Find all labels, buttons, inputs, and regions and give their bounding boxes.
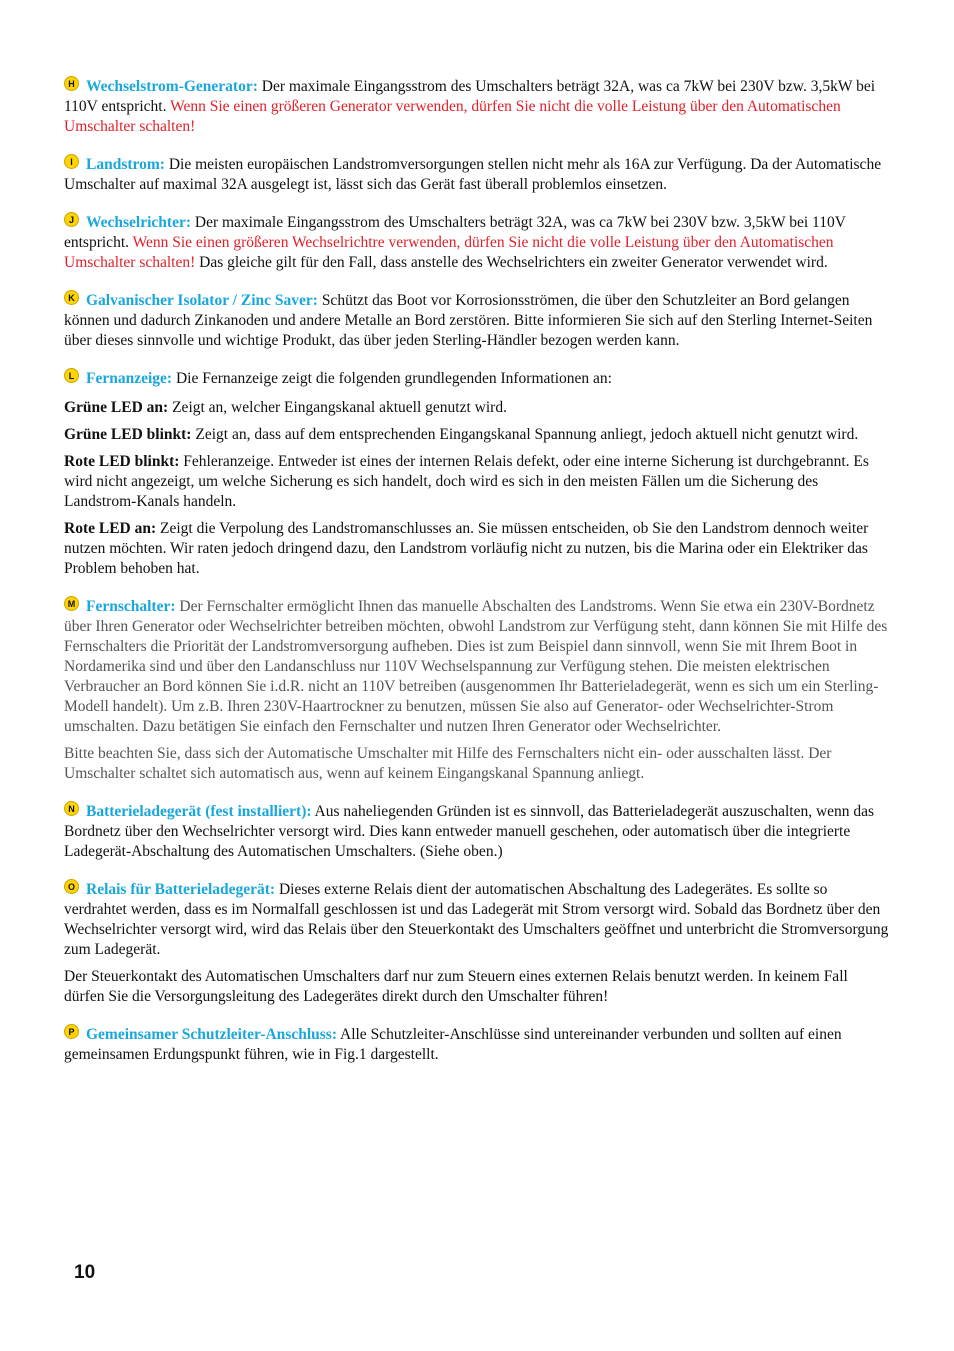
section-k — [64, 290, 890, 351]
heading-wechselrichter: Wechselrichter: — [86, 214, 192, 231]
note-relais: Der Steuerkontakt des Automatischen Umschalters darf nur zum Steuern eines externen Relais benutzt werden. In keinem Fall dürfen Sie die Versorgungsleitung des Ladegerätes direkt durch den Umschalter führen! — [64, 968, 848, 1005]
led-item — [64, 398, 890, 418]
section-j — [64, 212, 890, 273]
led-item-text: Fehleranzeige. Entweder ist eines der internen Relais defekt, oder eine interne Sicherung ist durchgebrannt. Es wird nicht angezeigt, um welche Sicherung es sich handelt, doch wird es sich in den meisten Fällen um die Sicherung des Landstrom-Kanals handeln. — [64, 453, 869, 510]
text-relais: Dieses externe Relais dient der automatischen Abschaltung des Ladegerätes. Es sollte so verdrahtet werden, dass es im Normalfall geschlossen ist und das Ladegerät mit Strom versorgt wird. Sobald das Bordnetz über den Wechselrichter versorgt wird, wird das Relais über den Steuerkontakt des Umschalters geöffnet und unterbricht die Stromversorgung zum Ladegerät. — [64, 881, 889, 958]
heading-fernanzeige: Fernanzeige: — [86, 370, 173, 387]
section-m — [64, 596, 890, 737]
text-schutzleiter: Alle Schutzleiter-Anschlüsse sind untereinander verbunden und sollten auf einen gemeinsamen Erdungspunkt führen, wie in Fig.1 dargestellt. — [64, 1026, 842, 1063]
text-generator: Der maximale Eingangsstrom des Umschalters beträgt 32A, was ca 7kW bei 230V bzw. 3,5kW bei 110V entspricht. — [64, 78, 876, 115]
heading-schutzleiter: Gemeinsamer Schutzleiter-Anschluss: — [86, 1026, 337, 1043]
text-wechselrichter-2: Das gleiche gilt für den Fall, dass anstelle des Wechselrichters ein zweiter Generator verwendet wird. — [195, 254, 828, 271]
led-item-label: Rote LED an: — [64, 520, 157, 537]
text-batterieladegeraet: Aus naheliegenden Gründen ist es sinnvoll, das Batterieladegerät auszuschalten, wenn das Bordnetz über den Wechselrichter versorgt wird. Dies kann entweder manuell geschehen, oder automatisch über die integrierte Ladegerät-Abschaltung des Automatischen Umschalters. (Siehe oben.) — [64, 803, 875, 860]
badge-n: N — [64, 801, 79, 816]
heading-batterieladegeraet: Batterieladegerät (fest installiert): — [86, 803, 312, 820]
text-isolator: Schützt das Boot vor Korrosionsströmen, die über den Schutzleiter an Bord gelangen können und dadurch Zinkanoden und andere Metalle an Bord zerstören. Bitte informieren Sie sich auf den Sterling Internet-Seiten über dieses sinnvolle und wichtige Produkt, das über jeden Sterling-Händler bezogen werden kann. — [64, 292, 873, 349]
led-item-text: Zeigt die Verpolung des Landstromanschlusses an. Sie müssen entscheiden, ob Sie den Landstrom dennoch weiter nutzen möchten. Wir raten jedoch dringend dazu, den Landstrom vorläufig nicht zu nutzen, bis die Marina oder ein Elektriker das Problem behoben hat. — [64, 520, 869, 577]
warning-wechselrichter: Wenn Sie einen größeren Wechselrichtre verwenden, dürfen Sie nicht die volle Leistung über den Automatischen Umschalter schalten! — [64, 234, 834, 271]
badge-j: J — [64, 212, 79, 227]
section-h — [64, 76, 890, 137]
note-fernschalter: Bitte beachten Sie, dass sich der Automatische Umschalter mit Hilfe des Fernschalters nicht ein- oder ausschalten lässt. Der Umschalter schaltet sich automatisch aus, wenn auf keinem Eingangskanal Spannung anliegt. — [64, 745, 832, 782]
badge-k: K — [64, 290, 79, 305]
text-fernanzeige: Die Fernanzeige zeigt die folgenden grundlegenden Informationen an: — [172, 370, 612, 387]
led-item-text: Zeigt an, dass auf dem entsprechenden Eingangskanal Spannung anliegt, jedoch aktuell nicht genutzt wird. — [191, 426, 859, 443]
badge-h: H — [64, 76, 79, 91]
badge-l: L — [64, 368, 79, 383]
badge-m: M — [64, 596, 79, 611]
led-item — [64, 425, 890, 445]
led-item — [64, 519, 890, 579]
heading-fernschalter: Fernschalter: — [86, 598, 176, 615]
heading-generator: Wechselstrom-Generator: — [86, 78, 258, 95]
led-item-label: Rote LED blinkt: — [64, 453, 180, 470]
led-item-label: Grüne LED blinkt: — [64, 426, 192, 443]
led-item-label: Grüne LED an: — [64, 399, 169, 416]
text-wechselrichter: Der maximale Eingangsstrom des Umschalters beträgt 32A, was ca 7kW bei 230V bzw. 3,5kW bei 110V entspricht. — [64, 214, 846, 251]
page-number: 10 — [74, 1262, 96, 1283]
text-landstrom: Die meisten europäischen Landstromversorgungen stellen nicht mehr als 16A zur Verfügung. Da der Automatische Umschalter auf maximal 32A ausgelegt ist, lässt sich das Gerät fast überall problemlos einsetzen. — [64, 156, 882, 193]
heading-isolator: Galvanischer Isolator / Zinc Saver: — [86, 292, 318, 309]
badge-o: O — [64, 879, 79, 894]
heading-landstrom: Landstrom: — [86, 156, 165, 173]
section-n — [64, 801, 890, 862]
text-fernschalter: Der Fernschalter ermöglicht Ihnen das manuelle Abschalten des Landstroms. Wenn Sie etwa ein 230V-Bordnetz über Ihren Generator oder Wechselrichter betreiben möchten, obwohl Landstrom zur Verfügung steht, dann können Sie mit Hilfe des Fernschalters die Priorität der Landstromversorgung aufheben. Dies ist zum Beispiel dann sinnvoll, wenn Sie mit Ihrem Boot in Nordamerika sind und über den Landanschluss nur 110V Wechselspannung zur Verfügung stehen. Die meisten elektrischen Verbraucher an Bord können Sie i.d.R. nicht an 110V betreiben (ausgenommen Ihr Batterieladegerät, wenn es sich um ein Sterling-Modell handelt). Um z.B. Ihren 230V-Haartrockner zu benutzen, müssen Sie also auf Generator- oder Wechselrichter-Strom umschalten. Dazu betätigen Sie einfach den Fernschalter und nutzen Ihren Generator oder Wechselrichter. — [64, 598, 888, 735]
badge-i: I — [64, 154, 79, 169]
section-o — [64, 879, 890, 960]
heading-relais: Relais für Batterieladegerät: — [86, 881, 276, 898]
badge-p: P — [64, 1024, 79, 1039]
page-content — [64, 70, 890, 1065]
section-l — [64, 368, 890, 389]
section-i — [64, 154, 890, 195]
warning-generator: Wenn Sie einen größeren Generator verwenden, dürfen Sie nicht die volle Leistung über den Automatischen Umschalter schalten! — [64, 98, 841, 135]
led-item — [64, 452, 890, 512]
led-item-text: Zeigt an, welcher Eingangskanal aktuell genutzt wird. — [168, 399, 507, 416]
section-p — [64, 1024, 890, 1065]
